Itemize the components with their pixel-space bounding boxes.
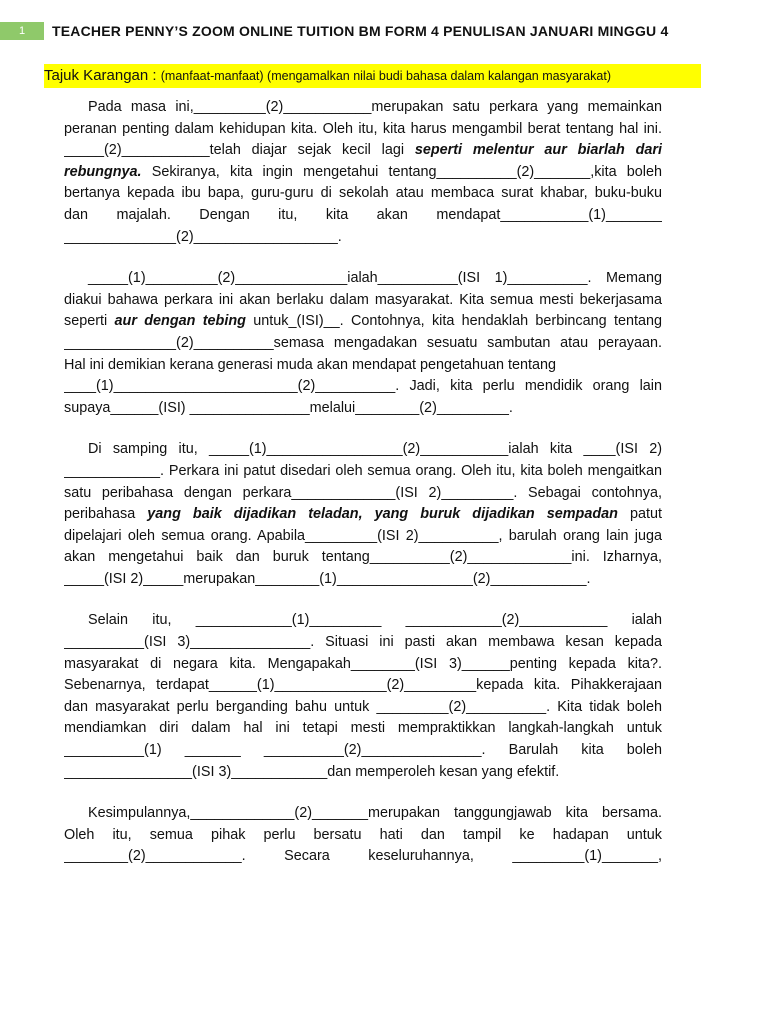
text-line: akan mengetahui baik dan buruk tentang__________(2)_____________ini. Izharnya, [64, 549, 662, 566]
text-line: _____(ISI 2)_____merupakan________(1)_________________(2)____________. [64, 570, 591, 587]
paragraph-intro [64, 97, 662, 248]
topic-subtitle: (manfaat-manfaat) (mengamalkan nilai budi bahasa dalam kalangan masyarakat) [160, 69, 611, 83]
paragraph-isi-3 [64, 610, 662, 783]
text-line: Oleh itu, semua pihak perlu bersatu hati dan tampil ke hadapan untuk [64, 826, 662, 843]
text-line: diakui bahawa perkara ini akan berlaku dalam masyarakat. Kita semua mesti bekerjasama [64, 291, 662, 308]
text-line: supaya______(ISI) _______________melalui________(2)_________. [64, 399, 513, 416]
text-line: ______________(2)__________semasa mengadakan sesuatu sambutan atau perayaan. [64, 334, 662, 351]
text-line: masyarakat di negara kita. Mengapakah________(ISI 3)______penting kepada kita?. [64, 655, 662, 672]
text-line: _____(2)___________telah diajar sejak kecil lagi seperti melentur aur biarlah dari [64, 142, 662, 159]
text-line: bertanya kepada ibu bapa, guru-guru di sekolah atau membaca surat khabar, buku-buku [64, 185, 662, 202]
paragraph-isi-1 [64, 268, 662, 419]
text-line: ________(2)____________. Secara keseluruhannya, _________(1)_______, [64, 848, 662, 865]
document-header [0, 20, 768, 42]
text-line: ____________. Perkara ini patut disedari oleh semua orang. Oleh itu, kita boleh mengaitkan [64, 462, 662, 479]
text-line: dan masyarakat perlu berganding bahu untuk _________(2)__________. Kita tidak boleh [64, 698, 662, 715]
text-line: mendiamkan diri dalam hal ini tetapi mesti mempraktikkan langkah-langkah untuk [64, 720, 662, 737]
proverb-emphasis: aur dengan tebing [114, 313, 246, 330]
page-number-badge: 1 [0, 22, 44, 40]
text-line: Pada masa ini,_________(2)___________merupakan satu perkara yang memainkan [88, 99, 662, 115]
text-line: dipelajari oleh semua orang. Apabila_________(ISI 2)__________, barulah orang lain juga [64, 527, 662, 544]
text-line: ______________(2)__________________. [64, 228, 342, 245]
text-line: ________________(ISI 3)____________dan memperoleh kesan yang efektif. [64, 763, 560, 780]
document-title: TEACHER PENNY’S ZOOM ONLINE TUITION BM FORM 4 PENULISAN JANUARI MINGGU 4 [52, 23, 669, 39]
text-line: __________(ISI 3)_______________. Situasi ini pasti akan membawa kesan kepada [64, 634, 662, 651]
proverb-emphasis: seperti melentur aur biarlah dari [414, 142, 662, 159]
paragraph-isi-2 [64, 439, 662, 590]
essay-template [64, 97, 662, 888]
text-line: seperti aur dengan tebing untuk_(ISI)__. Contohnya, kita hendaklah berbincang tentang [64, 313, 662, 330]
text-line: dan majalah. Dengan itu, kita akan mendapat___________(1)_______ [64, 206, 662, 223]
proverb-emphasis: yang baik dijadikan teladan, yang buruk dijadikan sempadan [147, 506, 618, 523]
essay-topic [44, 64, 701, 88]
text-line: satu peribahasa dengan perkara_____________(ISI 2)_________. Sebagai contohnya, [64, 484, 662, 501]
topic-label: Tajuk Karangan : [44, 67, 161, 84]
text-line: Sebenarnya, terdapat______(1)______________(2)_________kepada kita. Pihakkerajaan [64, 677, 662, 694]
proverb-emphasis: rebungnya. [64, 163, 142, 180]
text-line: peranan penting dalam kehidupan kita. Oleh itu, kita harus mengambil berat tentang hal ini. [64, 120, 662, 137]
text-line: ____(1)_______________________(2)__________. Jadi, kita perlu mendidik orang lain [64, 378, 662, 395]
text-line: Selain itu, ____________(1)_________ ____________(2)___________ ialah [88, 612, 662, 629]
text-line: _____(1)_________(2)______________ialah__________(ISI 1)__________. Memang [88, 270, 662, 287]
text-line: Di samping itu, _____(1)_________________(2)___________ialah kita ____(ISI 2) [88, 441, 662, 458]
paragraph-conclusion [64, 803, 662, 868]
text-line: __________(1) _______ __________(2)_______________. Barulah kita boleh [64, 742, 662, 759]
text-line: Kesimpulannya,_____________(2)_______merupakan tanggungjawab kita bersama. [88, 805, 662, 822]
text-line: Hal ini demikian kerana generasi muda akan mendapat pengetahuan tentang [64, 356, 557, 373]
text-line: peribahasa yang baik dijadikan teladan, yang buruk dijadikan sempadan patut [64, 506, 662, 523]
text-line: rebungnya. Sekiranya, kita ingin mengetahui tentang__________(2)_______,kita boleh [64, 163, 662, 180]
